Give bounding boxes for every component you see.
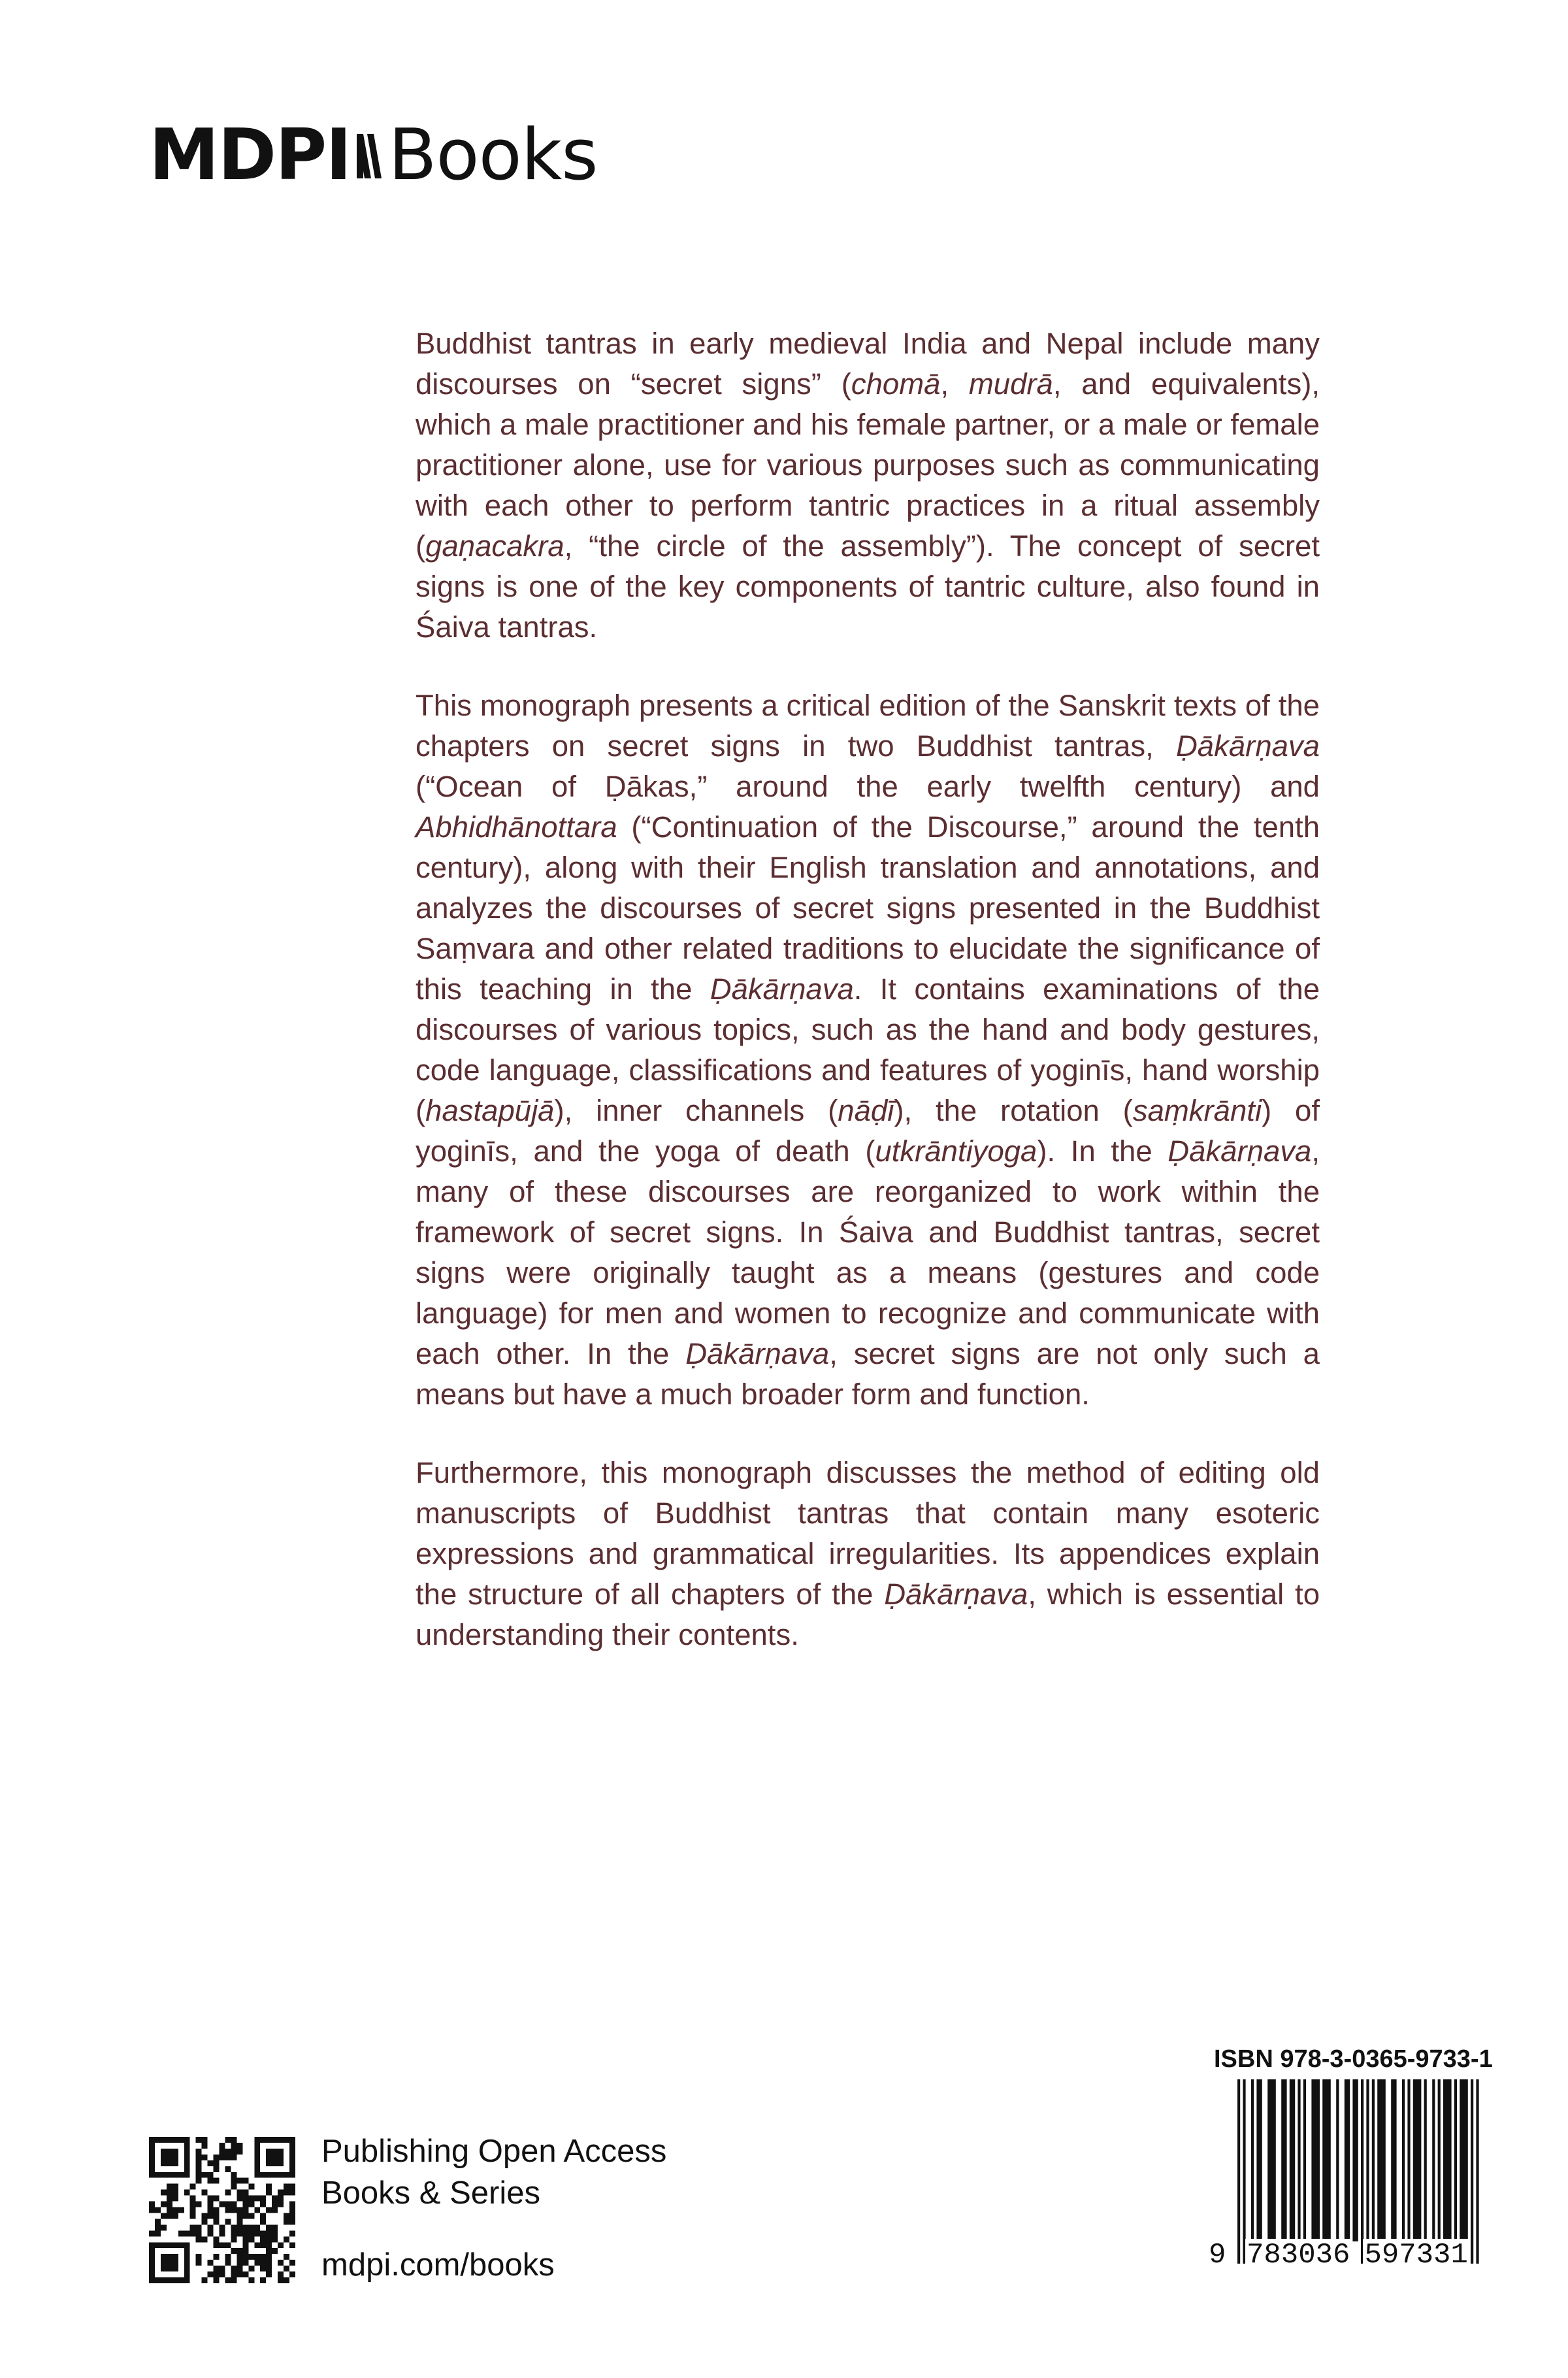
barcode-digit-group-2: 597331	[1364, 2239, 1468, 2271]
qr-code-icon	[149, 2137, 295, 2283]
barcode-lead-digit: 9	[1209, 2239, 1226, 2271]
mdpi-logo-mark-icon	[354, 126, 385, 185]
publisher-line-1: Publishing Open Access	[321, 2134, 667, 2169]
publisher-url: mdpi.com/books	[321, 2247, 555, 2283]
isbn-label: ISBN 978-3-0365-9733-1	[1214, 2045, 1493, 2073]
book-description	[416, 323, 1320, 1693]
logo-mdpi-text: MDPI	[149, 114, 351, 196]
description-paragraph-3: Furthermore, this monograph discusses the method of editing old manuscripts of Buddhist tantras that contain many esoteric expressions and grammatical irregularities. Its appendices explain the structure of all chapters of the Ḍākārṇava, which is essential to understanding their contents.	[416, 1456, 1320, 1651]
description-paragraph-2: This monograph presents a critical edition of the Sanskrit texts of the chapters on secret signs in two Buddhist tantras, Ḍākārṇava (“Ocean of Ḍākas,” around the early twelfth century) and Abhidhānottara (“Continuation of the Discourse,” around the tenth century), along with their English translation and annotations, and analyzes the discourses of secret signs presented in the Buddhist Saṃvara and other related traditions to elucidate the significance of this teaching in the Ḍākārṇava. It contains examinations of the discourses of various topics, such as the hand and body gestures, code language, classifications and features of yoginīs, hand worship (hastapūjā), inner channels (nāḍī), the rotation (saṃkrānti) of yoginīs, and the yoga of death (utkrāntiyoga). In the Ḍākārṇava, many of these discourses are reorganized to work within the framework of secret signs. In Śaiva and Buddhist tantras, secret signs were originally taught as a means (gestures and code language) for men and women to recognize and communicate with each other. In the Ḍākārṇava, secret signs are not only such a means but have a much broader form and function.	[416, 689, 1320, 1411]
barcode-icon	[1209, 2079, 1509, 2264]
publisher-line-2: Books & Series	[321, 2175, 540, 2211]
barcode-digit-group-1: 783036	[1247, 2239, 1350, 2271]
publisher-tagline	[321, 2130, 666, 2214]
description-paragraph-1: Buddhist tantras in early medieval India and Nepal include many discourses on “secret signs” (chomā, mudrā, and equivalents), which a male practitioner and his female partner, or a male or female practitioner alone, use for various purposes such as communicating with each other to perform tantric practices in a ritual assembly (gaṇacakra, “the circle of the assembly”). The concept of secret signs is one of the key components of tantric culture, also found in Śaiva tantras.	[416, 327, 1320, 644]
logo-books-text: Books	[388, 114, 598, 196]
mdpi-books-logo	[149, 116, 598, 195]
barcode-digits	[1209, 2239, 1509, 2271]
